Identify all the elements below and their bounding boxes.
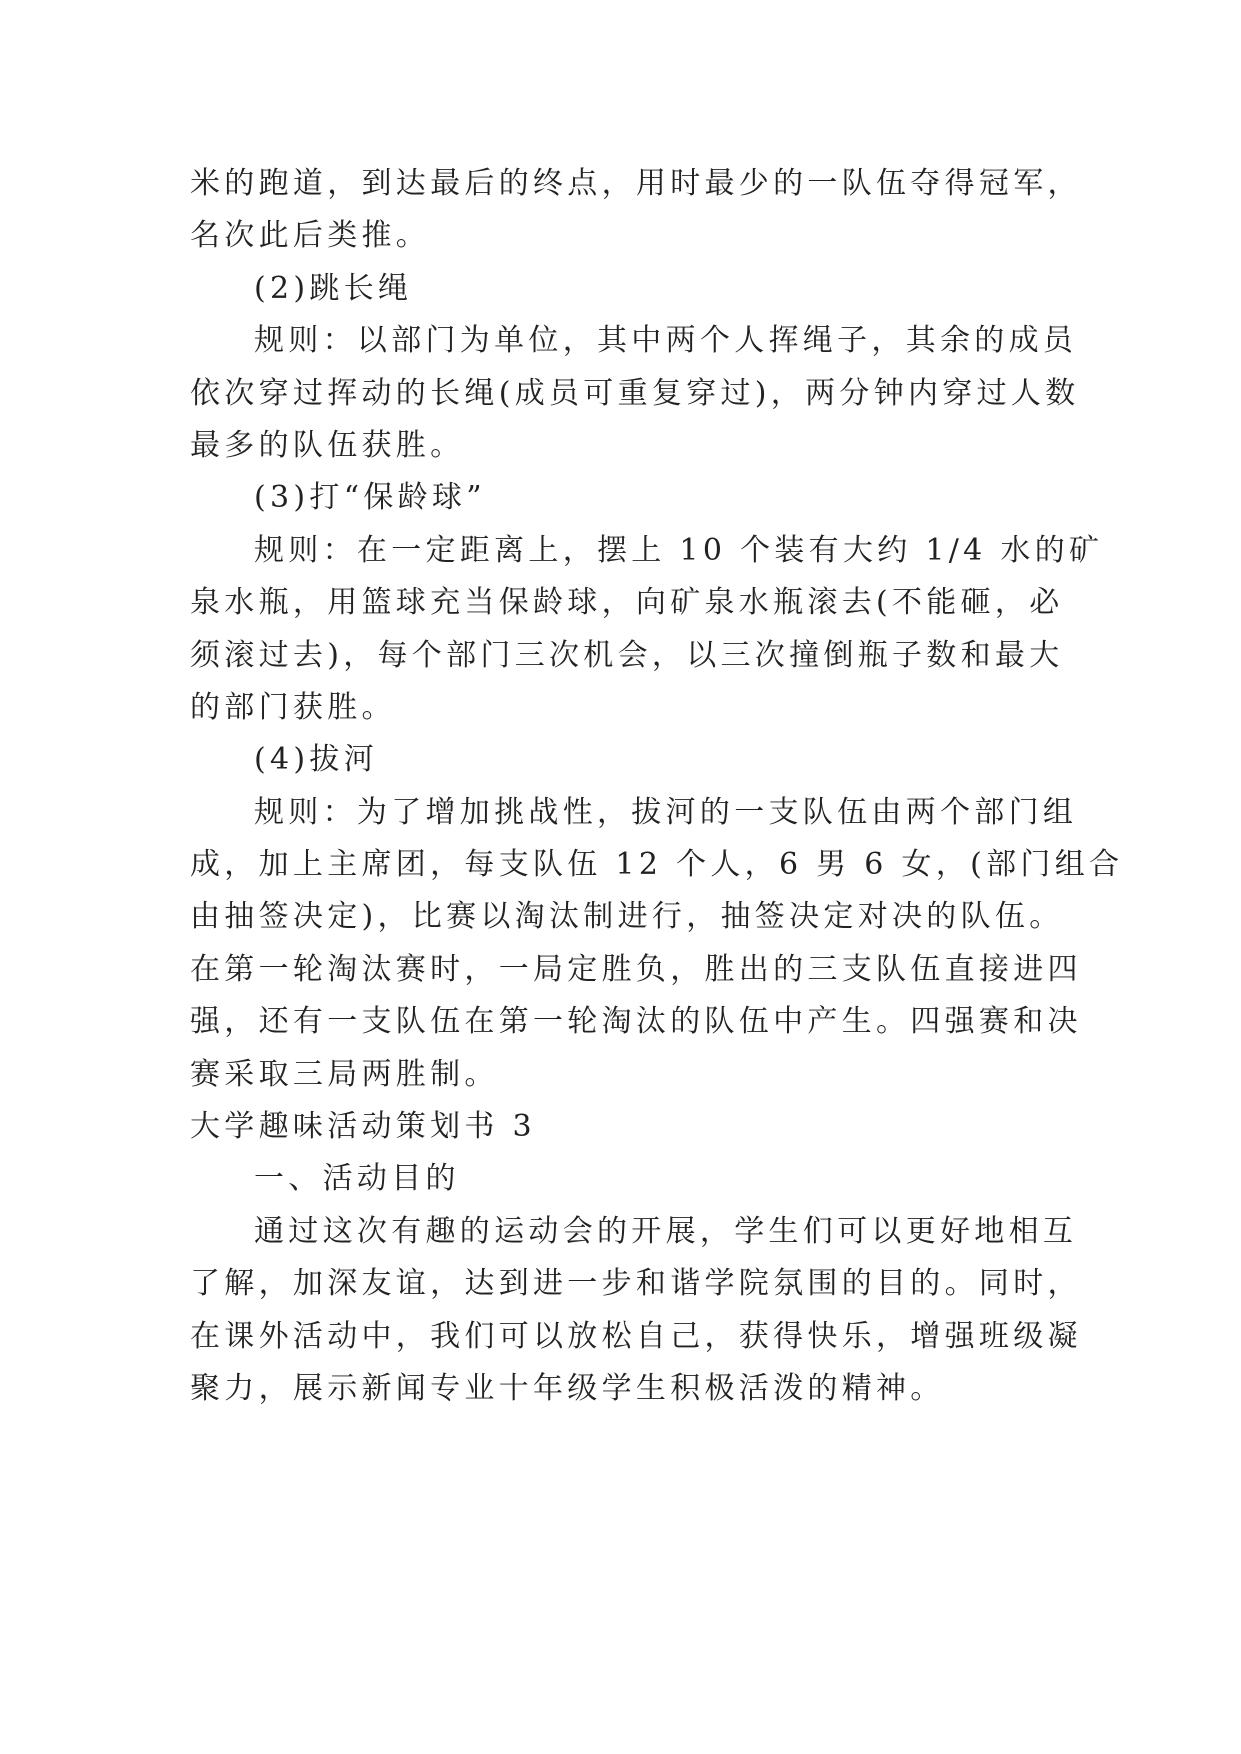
subsection-heading: (4)拔河: [254, 742, 378, 778]
text-line: 在第一轮淘汰赛时，一局定胜负，胜出的三支队伍直接进四: [190, 951, 1082, 987]
text-line: 成，加上主席团，每支队伍 12 个人，6 男 6 女，(部门组合: [190, 847, 1124, 883]
text-line: 强，还有一支队伍在第一轮淘汰的队伍中产生。四强赛和决: [190, 1004, 1082, 1040]
subsection-heading: 一、活动目的: [254, 1161, 460, 1197]
document-page: [190, 158, 1124, 1415]
text-line: 在课外活动中，我们可以放松自己，获得快乐，增强班级凝: [190, 1318, 1082, 1354]
text-line: 规则：在一定距离上，摆上 10 个装有大约 1/4 水的矿: [254, 532, 1104, 568]
text-line: 规则：为了增加挑战性，拔河的一支队伍由两个部门组: [254, 794, 1078, 830]
text-line: 通过这次有趣的运动会的开展，学生们可以更好地相互: [254, 1213, 1078, 1249]
subsection-heading: (3)打“保龄球”: [254, 480, 486, 516]
text-line: 米的跑道，到达最后的终点，用时最少的一队伍夺得冠军，: [190, 166, 1082, 201]
text-line: 须滚过去)，每个部门三次机会，以三次撞倒瓶子数和最大: [190, 637, 1064, 673]
text-line: 规则：以部门为单位，其中两个人挥绳子，其余的成员: [254, 323, 1078, 359]
section-title: 大学趣味活动策划书 3: [190, 1109, 536, 1145]
text-line: 的部门获胜。: [190, 689, 396, 725]
text-line: 泉水瓶，用篮球充当保龄球，向矿泉水瓶滚去(不能砸，必: [190, 585, 1064, 621]
text-line: 由抽签决定)，比赛以淘汰制进行，抽签决定对决的队伍。: [190, 899, 1064, 935]
text-line: 赛采取三局两胜制。: [190, 1056, 499, 1092]
text-line: 依次穿过挥动的长绳(成员可重复穿过)，两分钟内穿过人数: [190, 375, 1080, 411]
text-line: 名次此后类推。: [190, 218, 431, 254]
text-line: 最多的队伍获胜。: [190, 427, 465, 463]
text-line: 了解，加深友谊，达到进一步和谐学院氛围的目的。同时，: [190, 1266, 1082, 1302]
text-line: 聚力，展示新闻专业十年级学生积极活泼的精神。: [190, 1370, 945, 1406]
subsection-heading: (2)跳长绳: [254, 270, 413, 306]
